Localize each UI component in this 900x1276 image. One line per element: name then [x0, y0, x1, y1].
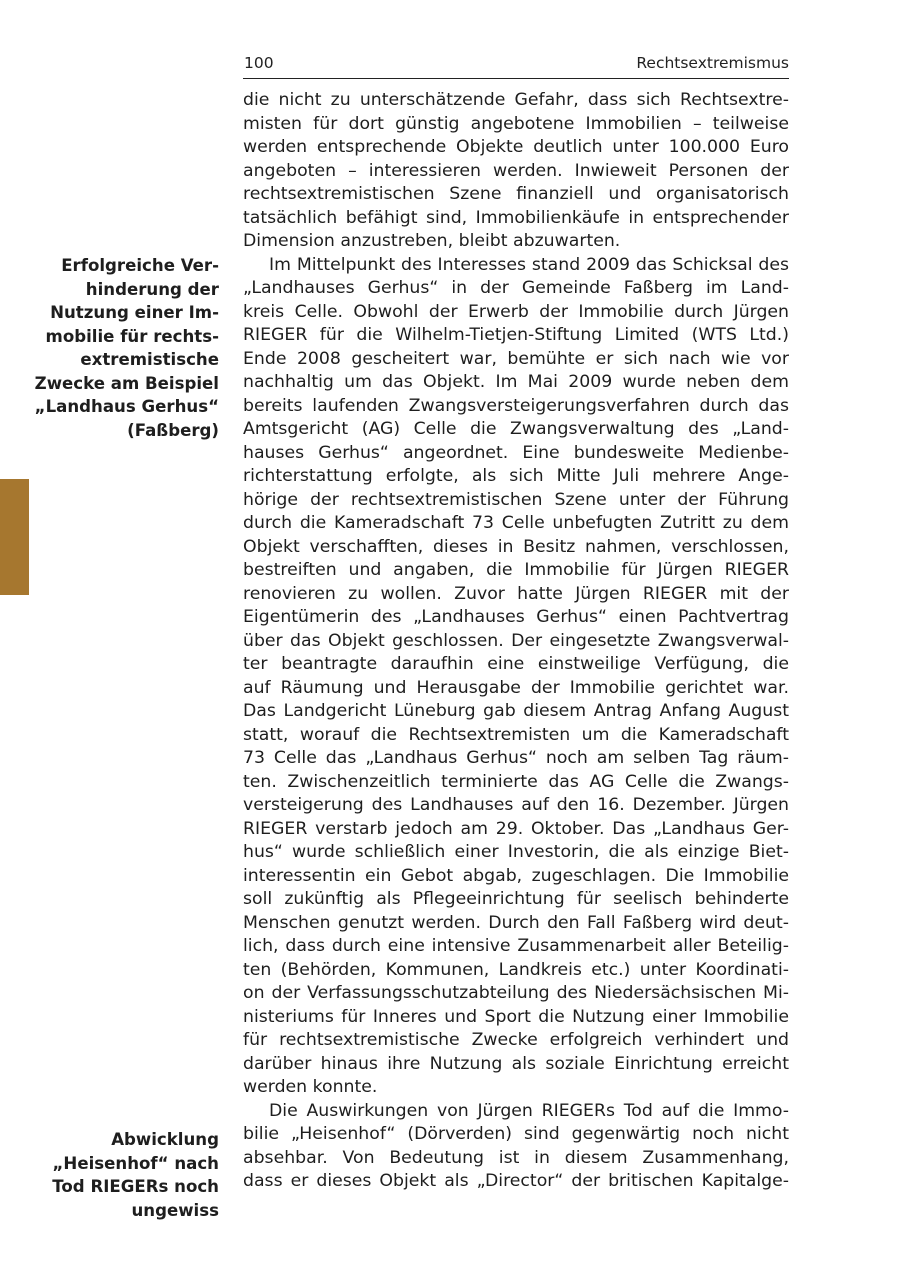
text-line: 73 Celle das „Landhaus Gerhus“ noch am selben Tag räum-: [243, 748, 789, 768]
text-line: hörige der rechtsextremistischen Szene unter der Führung: [243, 489, 789, 510]
text-line: bereits laufenden Zwangsversteigerungsverfahren durch das: [243, 395, 789, 416]
text-line: statt, worauf die Rechtsextremisten um die Kameradschaft: [243, 724, 789, 745]
paragraph-2: [243, 254, 789, 1100]
body-text: [243, 89, 789, 1194]
text-line: Das Landgericht Lüneburg gab diesem Antrag Anfang August: [243, 701, 789, 721]
text-line: dass er dieses Objekt als „Director“ der britischen Kapitalge-: [243, 1171, 789, 1191]
text-line: nachhaltig um das Objekt. Im Mai 2009 wurde neben dem: [243, 372, 789, 392]
paragraph-1: [243, 89, 789, 254]
text-line: die nicht zu unterschätzende Gefahr, dass sich Rechtsextre-: [243, 90, 789, 110]
text-line: on der Verfassungsschutzabteilung des Niedersächsischen Mi-: [243, 983, 789, 1003]
margin-note-line: Tod RIEGERs noch: [52, 1177, 219, 1196]
text-line: Die Auswirkungen von Jürgen RIEGERs Tod auf die Immo-: [269, 1100, 789, 1121]
text-line: hus“ wurde schließlich einer Investorin, die als einzige Biet-: [243, 842, 789, 862]
text-line: richterstattung erfolgte, als sich Mitte Juli mehrere Ange-: [243, 466, 789, 486]
text-line: tatsächlich befähigt sind, Immobilienkäufe in entsprechender: [243, 207, 789, 228]
text-line: Ende 2008 gescheitert war, bemühte er sich nach wie vor: [243, 348, 789, 369]
text-line: Objekt verschafften, dieses in Besitz nahmen, verschlossen,: [243, 536, 789, 557]
margin-note-heisenhof: [20, 1128, 219, 1222]
text-line: darüber hinaus ihre Nutzung als soziale Einrichtung erreicht: [243, 1053, 789, 1074]
text-line: Im Mittelpunkt des Interesses stand 2009 das Schicksal des: [269, 254, 789, 275]
text-line: interessentin ein Gebot abgab, zugeschlagen. Die Immobilie: [243, 865, 789, 886]
margin-note-line: ungewiss: [131, 1200, 219, 1220]
margin-note-line: (Faßberg): [127, 420, 219, 440]
text-line: RIEGER verstarb jedoch am 29. Oktober. Das „Landhaus Ger-: [243, 818, 789, 839]
text-line: durch die Kameradschaft 73 Celle unbefugten Zutritt zu dem: [243, 513, 789, 533]
text-line: hauses Gerhus“ angeordnet. Eine bundesweite Medienbe-: [243, 442, 789, 463]
text-line: bilie „Heisenhof“ (Dörverden) sind gegenwärtig noch nicht: [243, 1124, 789, 1144]
text-line: für rechtsextremistische Zwecke erfolgreich verhindert und: [243, 1030, 789, 1050]
text-line: auf Räumung und Herausgabe der Immobilie gerichtet war.: [243, 677, 789, 698]
margin-note-line: „Landhaus Gerhus“: [34, 397, 219, 416]
text-line: werden entsprechende Objekte deutlich unter 100.000 Euro: [243, 137, 789, 157]
margin-note-line: hinderung der: [85, 279, 219, 299]
text-line: ten. Zwischenzeitlich terminierte das AG Celle die Zwangs-: [243, 771, 789, 792]
margin-note-line: Zwecke am Beispiel: [34, 373, 219, 393]
text-line: ten (Behörden, Kommunen, Landkreis etc.) unter Koordinati-: [243, 959, 789, 980]
text-line: RIEGER für die Wilhelm-Tietjen-Stiftung Limited (WTS Ltd.): [243, 325, 789, 345]
margin-note-line: „Heisenhof“ nach: [52, 1153, 219, 1173]
margin-note-line: extremistische: [80, 350, 219, 369]
running-title: Rechtsextremismus: [636, 54, 789, 72]
text-line: absehbar. Von Bedeutung ist in diesem Zusammenhang,: [243, 1147, 789, 1168]
page-number: 100: [244, 54, 274, 72]
text-line: werden konnte.: [243, 1077, 378, 1097]
paragraph-3: [243, 1100, 789, 1194]
text-line: angeboten – interessieren werden. Inwieweit Personen der: [243, 160, 789, 181]
text-line: nisteriums für Inneres und Sport die Nutzung einer Immobilie: [243, 1006, 789, 1027]
text-line: soll zukünftig als Pflegeeinrichtung für seelisch behinderte: [243, 889, 789, 909]
text-line: Dimension anzustreben, bleibt abzuwarten.: [243, 231, 621, 251]
text-line: Eigentümerin des „Landhauses Gerhus“ einen Pachtvertrag: [243, 607, 789, 627]
text-line: Menschen genutzt werden. Durch den Fall Faßberg wird deut-: [243, 912, 789, 933]
margin-note-fassberg: [20, 254, 219, 442]
text-line: über das Objekt geschlossen. Der eingesetzte Zwangsverwal-: [243, 630, 789, 651]
text-line: „Landhauses Gerhus“ in der Gemeinde Faßberg im Land-: [243, 278, 789, 298]
text-line: rechtsextremistischen Szene finanziell und organisatorisch: [243, 184, 789, 204]
text-line: bestreiften und angaben, die Immobilie für Jürgen RIEGER: [243, 560, 789, 580]
text-line: versteigerung des Landhauses auf den 16. Dezember. Jürgen: [243, 795, 789, 815]
text-line: lich, dass durch eine intensive Zusammenarbeit aller Beteilig-: [243, 936, 789, 956]
margin-note-line: Erfolgreiche Ver-: [61, 256, 219, 275]
margin-note-line: Abwicklung: [111, 1130, 219, 1149]
text-line: kreis Celle. Obwohl der Erwerb der Immobilie durch Jürgen: [243, 301, 789, 322]
text-line: ter beantragte daraufhin eine einstweilige Verfügung, die: [243, 654, 789, 674]
margin-note-line: mobilie für rechts-: [45, 326, 219, 346]
margin-note-line: Nutzung einer Im-: [50, 303, 219, 322]
chapter-tab-marker: [0, 479, 29, 595]
text-line: misten für dort günstig angebotene Immobilien – teilweise: [243, 113, 789, 134]
running-header: [243, 52, 789, 79]
text-line: Amtsgericht (AG) Celle die Zwangsverwaltung des „Land-: [243, 419, 789, 439]
text-line: renovieren zu wollen. Zuvor hatte Jürgen RIEGER mit der: [243, 583, 789, 604]
